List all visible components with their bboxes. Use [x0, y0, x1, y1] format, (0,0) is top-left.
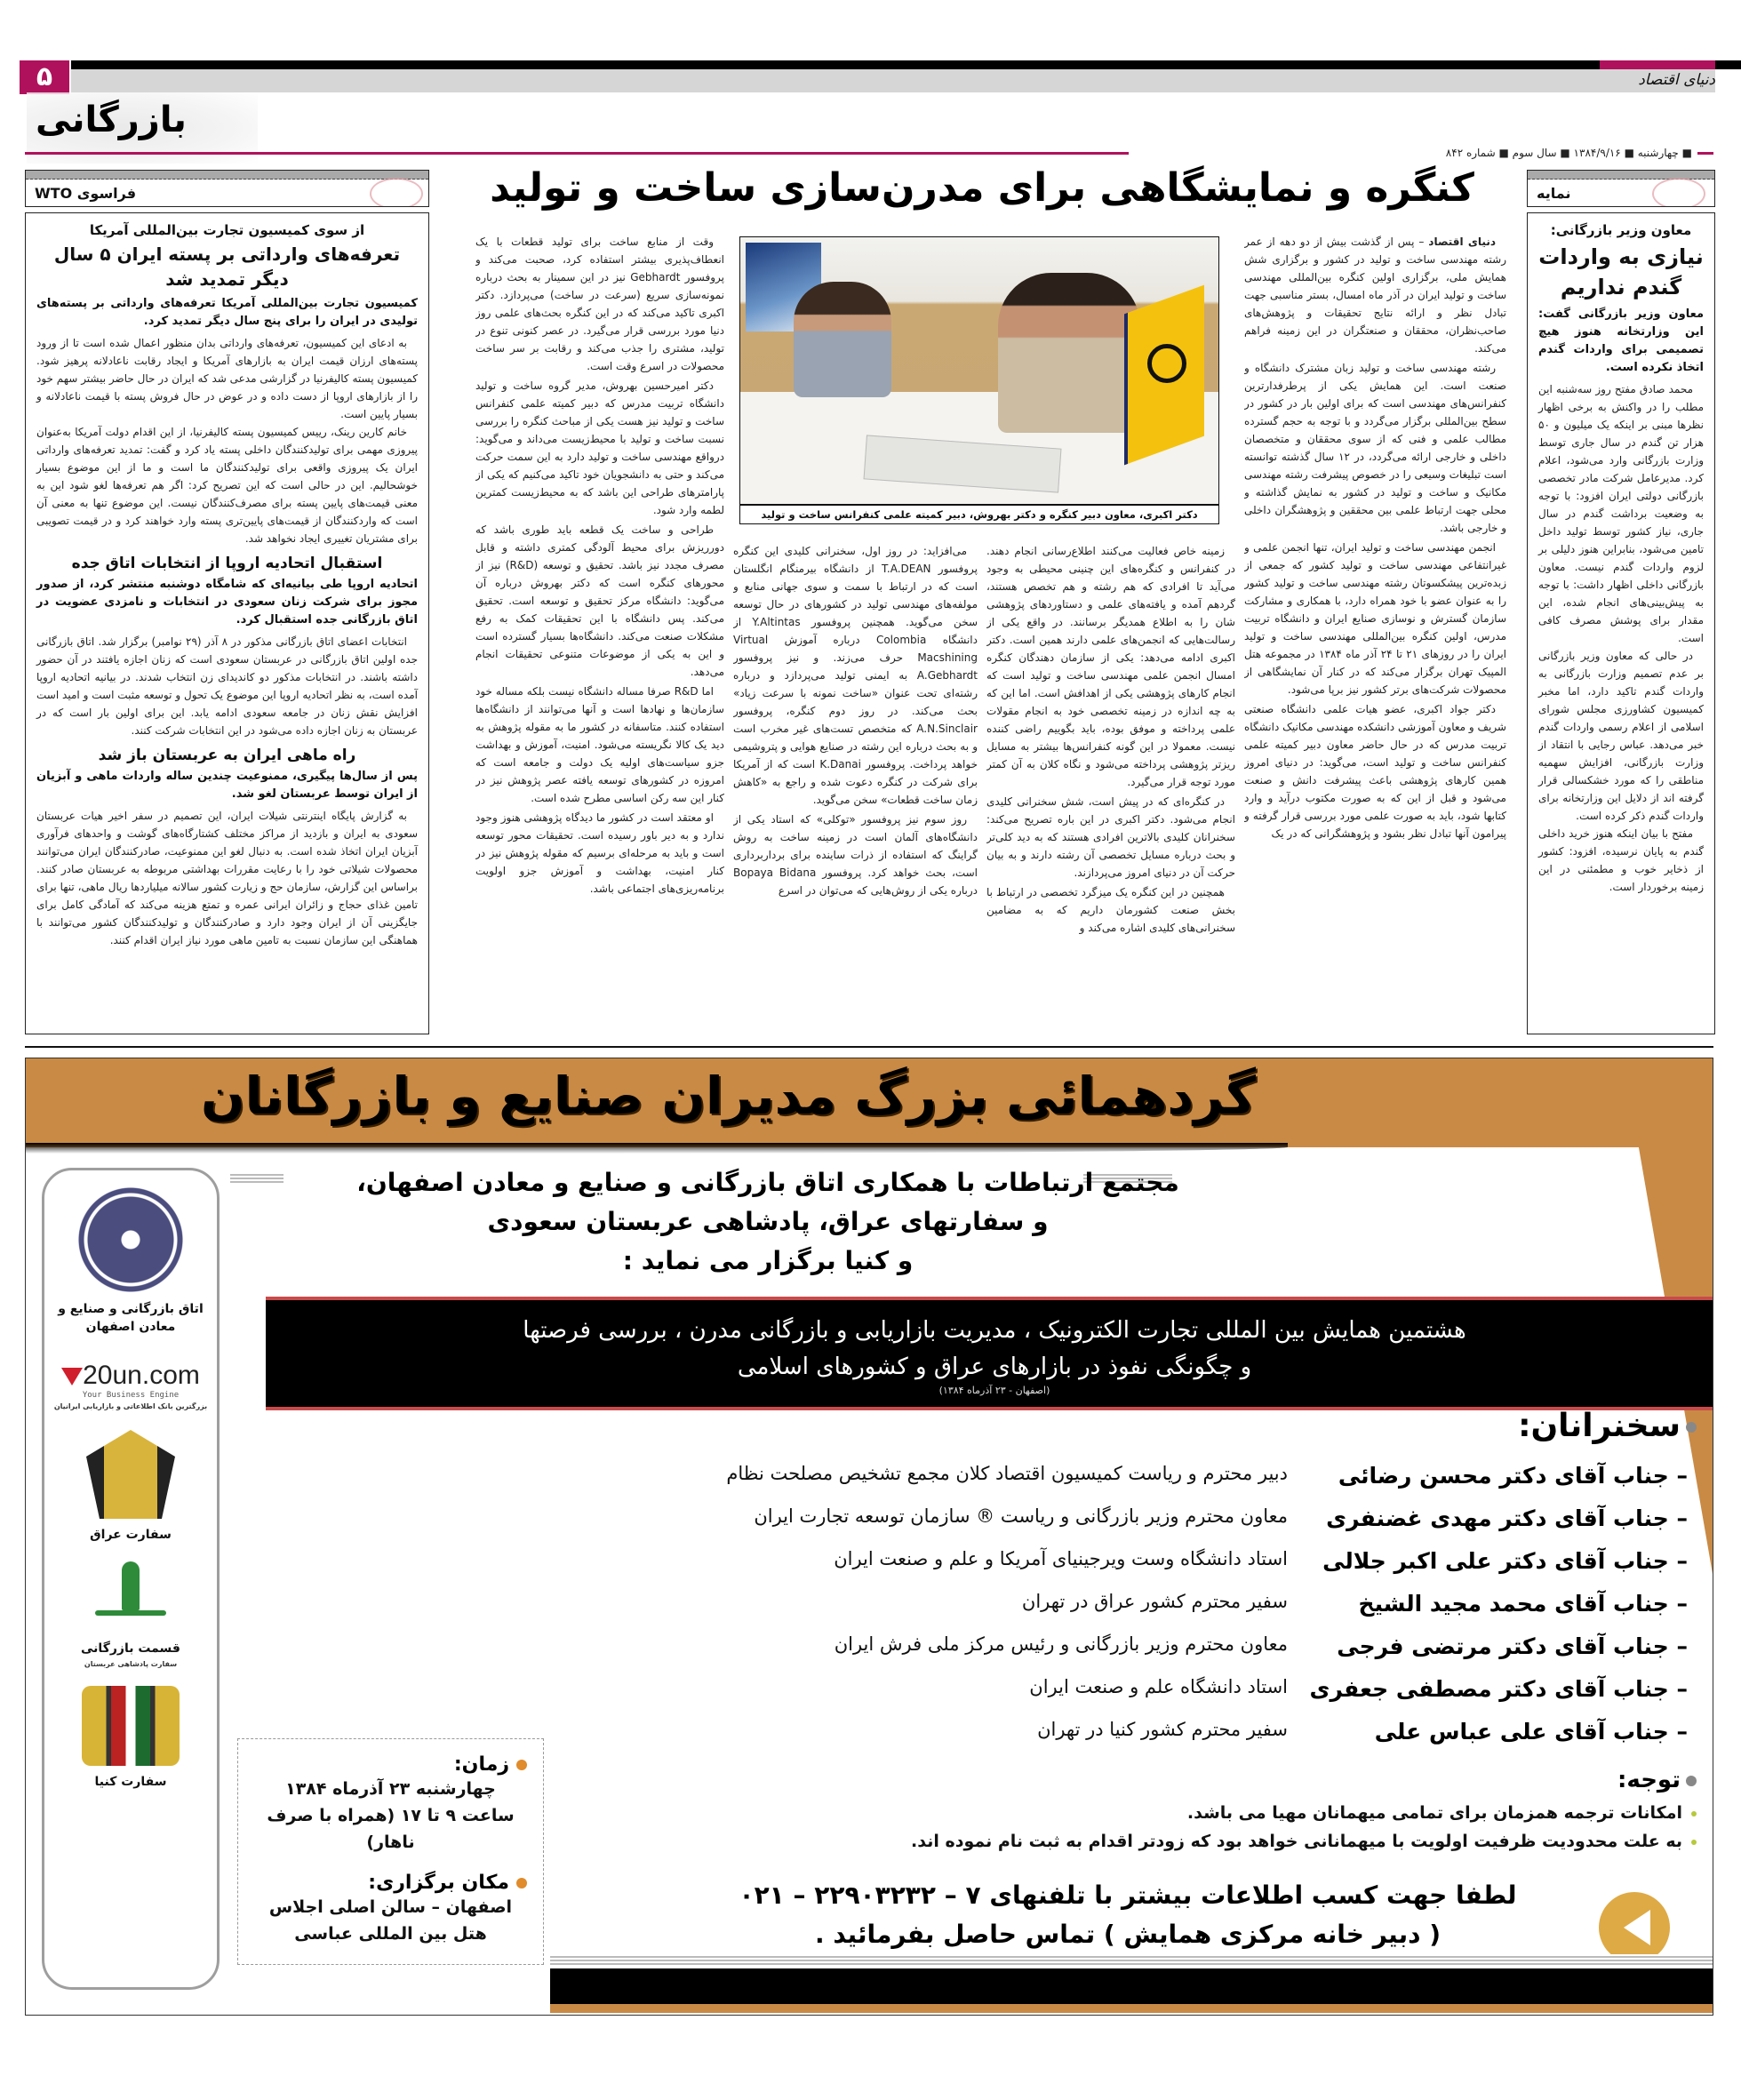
decor-stripes: [230, 1172, 284, 1185]
speaker-name: – جناب آقای دکتر علی اکبر جلالی: [1322, 1548, 1688, 1574]
article-paragraph: انتخابات اعضای اتاق بازرگانی مذکور در ۸ آذر (۲۹ نوامبر) برگزار شد. اتاق بازرگانی جده اولین اتاق بازرگانی در عربستان سعودی است که زنان اجازه یافتند در آن حضور داشته باشند. در انتخابات مذکور دو کاندیدای زن انتخاب شدند. در بیانیه اتحادیه اروپا آمده است، به نظر اتحادیه اروپا این موضوع یک تحول و توسعه مثبت است و امید است افزایش نقش زنان در جامعه سعودی ادامه یابد. این برای اولین بار است که در عربستان به زنان اجازه داده می‌شود در این انتخابات شرکت کنند.: [36, 635, 418, 737]
bullet-icon: [1686, 1422, 1697, 1433]
article-kicker: معاون وزیر بازرگانی:: [1550, 222, 1692, 238]
globe-icon: [370, 178, 423, 207]
globe-icon: [1652, 178, 1705, 207]
namayeh-box-title: نمایه: [1537, 185, 1571, 202]
article-headline: استقبال اتحادیه اروپا از انتخابات اتاق جده: [71, 555, 383, 572]
venue-line: هتل بین المللی عباسی: [294, 1924, 487, 1944]
header-band: [26, 171, 428, 180]
article-paragraph: مفتح با بیان اینکه هنوز خرید داخلی گندم به پایان نرسیده، افزود: کشور از ذخایر خوب و مطمئنی در این زمینه برخوردار است.: [1538, 827, 1704, 893]
article-column-3: [733, 542, 978, 1037]
saudi-emblem-icon: [91, 1561, 171, 1633]
contact-phone: لطفا جهت کسب اطلاعات بیشتر با تلفنهای ۷ – ۲۲۹۰۳۲۳۲ – ۰۲۱: [739, 1880, 1517, 1910]
wto-box-title: فراسوی WTO: [35, 185, 137, 202]
article-paragraph: وقت از منابع ساخت برای تولید قطعات با یک انعطاف‌پذیری بیشتر استفاده کرد، صحبت می‌کند و پروفسور Gebhardt نیز در این سمینار به بحث درباره نمونه‌سازی سریع (سرعت در ساخت) می‌پردازد. دکتر اکبری تاکید می‌کند که در این کنگره بحث‌های علمی روز دنیا مورد بررسی قرار می‌گیرد. در عصر کنونی تنوع در تولید، مشتری را جذب می‌کند و رقابت بر سر ساخت محصولات در اسرع وقت است.: [475, 236, 724, 372]
article-column-1: [1244, 233, 1506, 1037]
article-lead: اتحادیه اروپا طی بیانیه‌ای که شامگاه دوشنبه منتشر کرد، از صدور مجوز برای شرکت زنان سعودی در انتخابات و نامزدی عضویت در اتاق بازرگانی جده استقبال کرد.: [36, 578, 418, 627]
bullet-icon: [516, 1878, 527, 1888]
main-article-title: کنگره و نمایشگاهی برای مدرن‌سازی ساخت و تولید: [490, 165, 1474, 211]
note-item: به علت محدودیت ظرفیت اولویت با میهمانانی خواهد بود که زودتر اقدام به ثبت نام نموده اند.: [648, 1832, 1697, 1851]
speakers-heading: سخنرانان:: [1377, 1408, 1697, 1444]
namayeh-box-header: [1527, 170, 1715, 207]
event-hours: ساعت ۹ تا ۱۷ (همراه با صرف ناهار): [267, 1806, 515, 1852]
flag-logo-icon: [1147, 344, 1186, 383]
notes-heading: توجه:: [1403, 1767, 1697, 1793]
article-paragraph: او معتقد است در کشور ما دیدگاه پژوهشی هنوز وجود ندارد و به دیر باور رسیده است. تحقیقات محور توسعه است و باید به مرحله‌ای برسیم که مقوله پژوهش نیز در کنار امنیت، بهداشت و آموزش جزو اولویت برنامه‌ریزی‌های اجتماعی باشد.: [475, 811, 724, 895]
section-title: بازرگانی: [36, 100, 187, 140]
sponsor-desc: بزرگترین بانک اطلاعاتی و بازاریابی ایرانیان: [53, 1402, 208, 1410]
event-date: (اصفهان - ۲۳ آذرماه ۱۳۸۴): [938, 1385, 1050, 1396]
sponsor-name: قسمت بازرگانی: [81, 1641, 180, 1656]
speaker-role: سفیر محترم کشور کنیا در تهران: [1037, 1719, 1288, 1740]
speaker-row: [319, 1633, 1688, 1673]
wto-box: [25, 212, 429, 1034]
time-venue-box: [237, 1738, 544, 1965]
speaker-name: – جناب آقای دکتر مصطفی جعفری: [1309, 1676, 1688, 1702]
article-column-4: [475, 233, 724, 1037]
bullet-icon: [1691, 1840, 1697, 1845]
speaker-row: [319, 1676, 1688, 1715]
article-paragraph: خانم کارین رینک، رییس کمیسیون پسته کالیفرنیا، از این اقدام دولت آمریکا به‌عنوان پیروزی مهمی برای تولیدکنندگان داخلی پسته یاد کرد و گفت: تمدید تعرفه‌های وارداتی ایران یک پیروزی واقعی برای تولیدکنندگان ما است و ما از این موضوع بسیار خوشحالیم. این در حالی است که این تصریح کرد: اگر هم تعرفه‌ها لغو شود این به معنی قیمت‌های پایین پسته برای مصرف‌کنندگان نیست. این موضوع تنها به معنی آن است که واردکنندگان از قیمت‌های پایین‌تری پسته وارد خواهند کرد و در قیمت تصویبی برای مشتریان تغییری ایجاد نخواهد شد.: [36, 426, 418, 545]
person-left: [794, 282, 891, 397]
phone-logo-icon: [1599, 1892, 1670, 1963]
bullet-icon: [1686, 1776, 1697, 1786]
wto-box-header: [25, 170, 429, 207]
article-paragraph: در حالی که معاون وزیر بازرگانی بر عدم تصمیم وزارت بازرگانی به واردات گندم تاکید دارد، اما مخبر کمیسیون کشاورزی مجلس شورای اسلامی از اعلام رسمی واردات گندم خبر می‌دهد. عباس رجایی با انتقاد از وزارت بازرگانی، افزایش سهمیه مناطقی را که مورد خشکسالی قرار گرفته اند از دلایل این وزارتخانه برای واردات گندم ذکر کرده است.: [1538, 650, 1704, 822]
article-kicker: از سوی کمیسیون تجارت بین‌المللی آمریکا: [89, 222, 365, 238]
venue-heading: مکان برگزاری:: [254, 1872, 527, 1894]
article-lead: کمیسیون تجارت بین‌المللی آمریکا تعرفه‌های وارداتی بر پسته‌های تولیدی در ایران را برای پنج سال دیگر تمدید کرد.: [36, 297, 418, 328]
speaker-row: [319, 1463, 1688, 1502]
masthead-band: [71, 69, 1715, 92]
speaker-role: معاون محترم وزیر بازرگانی و رئیس مرکز ملی فرش ایران: [834, 1633, 1288, 1655]
page-number: ۵: [20, 60, 69, 94]
speaker-role: معاون محترم وزیر بازرگانی و ریاست ® سازمان توسعه تجارت ایران: [754, 1505, 1288, 1527]
divider: [25, 1046, 1713, 1048]
article-paragraph: در کنگره‌ای که در پیش است، شش سخنرانی کلیدی انجام می‌شود. دکتر اکبری در این باره تصریح می‌کند: سخنرانان کلیدی بالاترین افرادی هستند که به دید کلی‌تر و بحث درباره مسایل تخصصی آن رشته دارند و به بیان حرکت آن در دنیای امروز می‌پردازند.: [986, 795, 1235, 879]
event-banner: [266, 1297, 1713, 1410]
contact-note: ( دبیر خانه مرکزی همایش ) تماس حاصل بفرمائید .: [814, 1920, 1442, 1949]
sponsor-name: سفارت عراق: [90, 1528, 172, 1542]
speaker-name: – جناب آقای دکتر مهدی غضنفری: [1326, 1505, 1688, 1531]
newspaper-logo: دنیای اقتصاد: [1638, 71, 1715, 89]
venue-line: اصفهان – سالن اصلی اجلاس: [268, 1897, 513, 1917]
ad-intro: مجتمع ارتباطات با همکاری اتاق بازرگانی و صنایع و معادن اصفهان، و سفارتهای عراق، پادشاهی عربستان سعودی و کنیا برگزار می نماید :: [356, 1168, 1179, 1275]
speaker-name: – جناب آقای دکتر مرتضی فرجی: [1337, 1633, 1688, 1659]
article-paragraph: به گزارش پایگاه اینترنتی شیلات ایران، این تصمیم در سفر اخیر هیات عربستان سعودی به ایران و بازدید از مراکز مختلف کشتارگاه‌های گوشت و واحدهای فرآوری آبزیان ایران اتخاذ شده است. به دنبال لغو این ممنوعیت، صادرکنندگان ایران می‌توانند محصولات شیلاتی خود را با رعایت مقررات بهداشتی مربوطه به عربستان صادر کنند. براساس این گزارش، سازمان حج و زیارت کشور سالانه میلیاردها ریال ماهی، تنها برای تامین غذای حجاج و زائران ایرانی عمره و تمتع هزینه می‌کند که آمادگی کامل برای جایگزینی آن از ایران وجود دارد و صادرکنندگان و تولیدکنندگان کشور می‌توانند با هماهنگی این سازمان نسبت به تامین ماهی مورد نیاز ایران اقدام کنند.: [36, 810, 418, 946]
chamber-logo-icon: [77, 1186, 184, 1293]
decor-stripes: [550, 1954, 1713, 1967]
triangle-icon: [61, 1368, 83, 1385]
article-paragraph: زمینه خاص فعالیت می‌کنند اطلاع‌رسانی انجام دهند. در کنفرانس و کنگره‌های این چنینی محیطی به وجود می‌آید تا افرادی که هم رشته و هم تخصص هستند، گردهم آمده و یافته‌های علمی و دستاوردهای پژوهشی شان را به اطلاع همدیگر برسانند. در واقع یکی از رسالت‌هایی که انجمن‌های علمی دارند همین است. دکتر اکبری ادامه می‌دهد: یکی از سازمان دهندگان کنگره امسال انجمن علمی مهندسی ساخت و تولید است که انجام کارهای پژوهشی یکی از اهدافش است. اما این که به چه اندازه در زمینه تخصصی خود به انجام مقولات علمی پرداخته و موفق بوده، باید بگوییم راضی کننده نیست. معمولا در این گونه کنفرانس‌ها بیشتر به مسایل ریزتر پژوهشی پرداخته می‌شود و نگاه کلان به آن کمتر مورد توجه قرار می‌گیرد.: [986, 545, 1235, 788]
article-paragraph: روز سوم نیز پروفسور «توکلی» که استاد یکی از دانشگاه‌های آلمان است در زمینه ساخت به روش گراینگ که استفاده از ذرات ساینده برای برداربرداری است، بحث خواهد کرد. پروفسور Bopaya Bidana درباره یکی از روش‌هایی که می‌توان در اسرع: [733, 813, 978, 897]
note-item: امکانات ترجمه همزمان برای تمامی میهمانان مهیا می باشد.: [648, 1803, 1697, 1823]
iraq-emblem-icon: [86, 1430, 175, 1519]
20un-logo: 20un.com: [44, 1361, 217, 1391]
article-column-2: [986, 542, 1235, 1037]
article-lead: پس از سال‌ها پیگیری، ممنوعیت چندین ساله واردات ماهی و آبزیان از ایران توسط عربستان لغو شد.: [36, 770, 418, 801]
speaker-name: – جناب آقای علی عباس علی: [1374, 1719, 1688, 1745]
article-paragraph: دنیای اقتصاد – پس از گذشت بیش از دو دهه از عمر رشته مهندسی ساخت و تولید در کشور و برگزاری شش همایش ملی، برگزاری اولین کنگره بین‌المللی مهندسی ساخت و تولید ایران در آذر ماه امسال، بستر مناسبی جهت تبادل نظر و ارائه نتایج تحقیقات و پژوهش‌های صاحب‌نظران، محققان و صنعتگران در این زمینه فراهم می‌کند.: [1244, 236, 1506, 355]
article-paragraph: محمد صادق مفتح روز سه‌شنبه این مطلب را در واکنش به برخی اظهار نظرها مبنی بر اینکه یک میلیون و ۵۰ هزار تن گندم در سال جاری توسط وزارت بازرگانی وارد می‌شود، اعلام کرد. مدیرعامل شرکت مادر تخصصی بازرگانی دولتی ایران افزود: با توجه به وضعیت برداشت گندم در سال جاری، نیاز کشور توسط تولید داخل تامین می‌شود، بنابراین هنوز دلیلی بر لزوم واردات گندم نیست. معاون بازرگانی داخلی اظهار داشت: با توجه به پیش‌بینی‌های انجام شده، این مقدار برای پوشش مصرف کافی است.: [1538, 383, 1704, 644]
conference-advertisement: [25, 1058, 1713, 2016]
speaker-name: – جناب آقای محمد مجید الشیخ: [1358, 1591, 1688, 1617]
event-date: چهارشنبه ۲۳ آذرماه ۱۳۸۴: [285, 1779, 496, 1799]
sponsor-desc: سفارت پادشاهی عربستان: [84, 1660, 178, 1668]
photo-caption: دکتر اکبری، معاون دبیر کنگره و دکتر بهروش، دبیر کمیته علمی کنفرانس ساخت و تولید: [739, 505, 1219, 524]
speaker-role: استاد دانشگاه وست ویرجینیای آمریکا و علم و صنعت ایران: [834, 1548, 1288, 1569]
speaker-role: سفیر محترم کشور عراق در تهران: [1021, 1591, 1288, 1612]
speaker-row: [319, 1548, 1688, 1587]
kenya-emblem-icon: [82, 1686, 180, 1766]
article-headline: تعرفه‌های وارداتی بر پسته ایران ۵ سال دیگر تمدید شد: [53, 244, 401, 290]
ad-footer-band: [550, 1968, 1713, 2004]
dateline: ■ چهارشنبه ■ ۱۳۸۴/۹/۱۶ ■ سال سوم ■ شماره ۸۴۲: [1129, 144, 1697, 162]
speaker-role: دبیر محترم و ریاست کمیسیون اقتصاد کلان مجمع تشخیص مصلحت نظام: [726, 1463, 1288, 1484]
article-paragraph: می‌افزاید: در روز اول، سخنرانی کلیدی این کنگره پروفسور T.A.DEAN از دانشگاه بیرمنگام انگلستان است که در ارتباط با سمت و سوی جهانی منابع و مولفه‌های مهندسی تولید در کشورهای در حال توسعه سخن می‌گوید. همچنین پروفسور Y.Altintas از دانشگاه Colombia درباره آموزش Virtual Macshining حرف می‌زند. و نیز پروفسور A.Gebhardt به ایمنی تولید می‌پردازد و درباره رشته‌ای تحت عنوان «ساخت نمونه با سرعت زیاد» بحث می‌کند. در روز دوم کنگره، پروفسور A.N.Sinclair که متخصص تست‌های غیر مخرب است و به بحث درباره این رشته در صنایع هوایی و پتروشیمی خواهد پرداخت. پروفسور K.Danai است که از آمریکا برای شرکت در کنگره دعوت شده و راجع به «کاهش زمان ساخت قطعات» سخن می‌گوید.: [733, 545, 978, 806]
article-paragraph: طراحی و ساخت یک قطعه باید طوری باشد که دورریزش برای محیط آلودگی کمتری داشته و قابل مصرف مجدد نیز باشد. تحقیق و توسعه (R&D) نیز از محورهای کنگره است که دکتر بهروش درباره آن می‌گوید: دانشگاه مرکز تحقیق و توسعه است. تحقیق می‌کند. پس دانشگاه با این تحقیقات کمک به رفع مشکلات صنعت می‌کند. دانشگاه‌ها بسیار گسترده است و این به یکی از موضوعات متنوعی تحقیقات انجام می‌دهد.: [475, 523, 724, 678]
masthead-accent: [1600, 60, 1715, 69]
article-paragraph: دکتر جواد اکبری، عضو هیات علمی دانشگاه صنعتی شریف و معاون آموزشی دانشکده مهندسی مکانیک دانشگاه تربیت مدرس که در حال حاضر معاون دبیر کمیته علمی کنفرانس ساخت و تولید است، می‌گوید: در دنیای امروز همین کارهای پژوهشی باعث پیشرفت دانش و صنعت می‌شود و قبل از این که به صورت مکتوب درآید و وارد کتابها شود، باید به صورت علمی مورد بررسی قرار گرفته و پیرامون آنها تبادل نظر بشود و پژوهشگرانی که در یک: [1244, 703, 1506, 840]
sponsor-name: سفارت کنیا: [94, 1775, 167, 1789]
sponsor-name: اتاق بازرگانی و صنایع و معادن اصفهان: [58, 1302, 204, 1334]
article-paragraph: دکتر امیرحسین بهروش، مدیر گروه ساخت و تولید دانشگاه تربیت مدرس که دبیر کمیته علمی کنفرانس ساخت و تولید نیز هست یکی از مباحث کنگره را بررسی نسبت ساخت و تولید با محیط‌زیست می‌داند و می‌گوید: درواقع مهندسی ساخت و تولید دارد به این سمت حرکت می‌کند و حتی به دانشجویان خود تاکید می‌کنیم که یکی از پارامترهای طراحی این باشد که به محیط‌زیست کمترین لطمه وارد شود.: [475, 379, 724, 516]
sponsor-tagline: Your Business Engine: [82, 1391, 180, 1400]
event-subtitle: و چگونگی نفوذ در بازارهای عراق و کشورهای اسلامی: [737, 1353, 1252, 1380]
byline: دنیای اقتصاد: [1428, 236, 1496, 248]
article-headline: نیازی به واردات گندم نداریم: [1538, 244, 1704, 299]
speaker-row: [319, 1505, 1688, 1545]
sponsor-logos: [42, 1168, 220, 1990]
ad-title: گردهمائی بزرگ مدیران صنایع و بازرگانان: [200, 1066, 1256, 1126]
article-paragraph: رشته مهندسی ساخت و تولید زبان مشترک دانشگاه و صنعت است. این همایش یکی از پرطرفدارترین کنفرانس‌های مهندسی است که برای اولین بار در کشور در سطح بین‌المللی برگزار می‌گردد و با توجه به حجم گسترده مطالب علمی و فنی که از سوی محققان و متخصصان داخلی و خارجی ارائه می‌گردد، در ۱۲ سال گذشته توانسته است تبلیغات وسیعی را در خصوص پیشرفت رشته مهندسی مکانیک و ساخت و تولید در کشور به نمایش گذاشته و محلی جهت ارتباط علمی بین محققین و پژوهشگران داخلی و خارجی باشد.: [1244, 362, 1506, 534]
article-lead: معاون وزیر بازرگانی گفت: این وزارتخانه هنوز هیچ تصمیمی برای واردات گندم اتخاذ نکرده است.: [1538, 307, 1704, 374]
time-heading: زمان:: [254, 1753, 527, 1776]
article-photo: [739, 236, 1219, 505]
person-right: [998, 273, 1140, 433]
contact-info: [683, 1876, 1572, 1954]
article-paragraph: همچنین در این کنگره یک میزگرد تخصصی در ارتباط با بخش صنعت کشورمان داریم که به مضامین سخنرانی‌های کلیدی اشاره می‌کند و: [986, 886, 1235, 934]
event-title: هشتمین همایش بین المللی تجارت الکترونیک ، مدیریت بازاریابی و بازرگانی مدرن ، بررسی فرصتها: [523, 1317, 1466, 1344]
masthead-bar: [71, 60, 1741, 69]
speaker-name: – جناب آقای دکتر محسن رضائی: [1338, 1463, 1688, 1489]
speaker-row: [319, 1591, 1688, 1630]
article-paragraph: انجمن مهندسی ساخت و تولید ایران، تنها انجمن علمی و غیرانتفاعی مهندسی ساخت و تولید کشور که جمعی از زبده‌ترین پیشکسوتان رشته مهندسی ساخت و تولید کشور را به عنوان عضو با خود همراه دارد، با همکاری و مشارکت سازمان گسترش و نوسازی صنایع ایران و دانشگاه تربیت مدرس، اولین کنگره بین‌المللی مهندسی ساخت و تولید ایران را در روزهای ۲۱ تا ۲۴ آذر ماه ۱۳۸۴ در مجموعه هتل المپیک تهران برگزار می‌کند که در کنار آن نمایشگاهی از محصولات شرکت‌های برتر کشور نیز برپا می‌شود.: [1244, 541, 1506, 696]
bullet-icon: [1691, 1811, 1697, 1817]
speaker-role: استاد دانشگاه علم و صنعت ایران: [1029, 1676, 1288, 1697]
article-paragraph: اما R&D صرفا مساله دانشگاه نیست بلکه مساله خود سازمان‌ها و نهادها است و آنها می‌توانند از دانشگاه‌ها استفاده کنند. متاسفانه در کشور ما به مقوله پژوهش به دید یک کالا نگریسته می‌شود. امنیت، آموزش و بهداشت جزو سیاست‌های اولیه یک دولت و جامعه است که امروزه در کشورهای توسعه یافته عصر پژوهش نیز در کنار این سه رکن اساسی مطرح شده است.: [475, 685, 724, 804]
bullet-icon: [516, 1760, 527, 1770]
ad-footer-accent: [550, 2004, 1713, 2013]
article-headline: راه ماهی ایران به عربستان باز شد: [98, 747, 356, 764]
article-paragraph: به ادعای این کمیسیون، تعرفه‌های وارداتی بدان منظور اعمال شده است تا از ورود پسته‌های ارزان قیمت ایران به بازارهای آمریکا و ایجاد رقابت ناعادلانه پرهیز شود. کمیسیون پسته کالیفرنیا در گزارشی مدعی شد که ایران در حال حاضر بیشتر سهم خود را از بازارهای اروپا از دست داده و در عوض در حال فروش پسته با قیمت ناعادلانه و بسیار پایین است.: [36, 337, 418, 420]
namayeh-box: [1527, 212, 1715, 1034]
